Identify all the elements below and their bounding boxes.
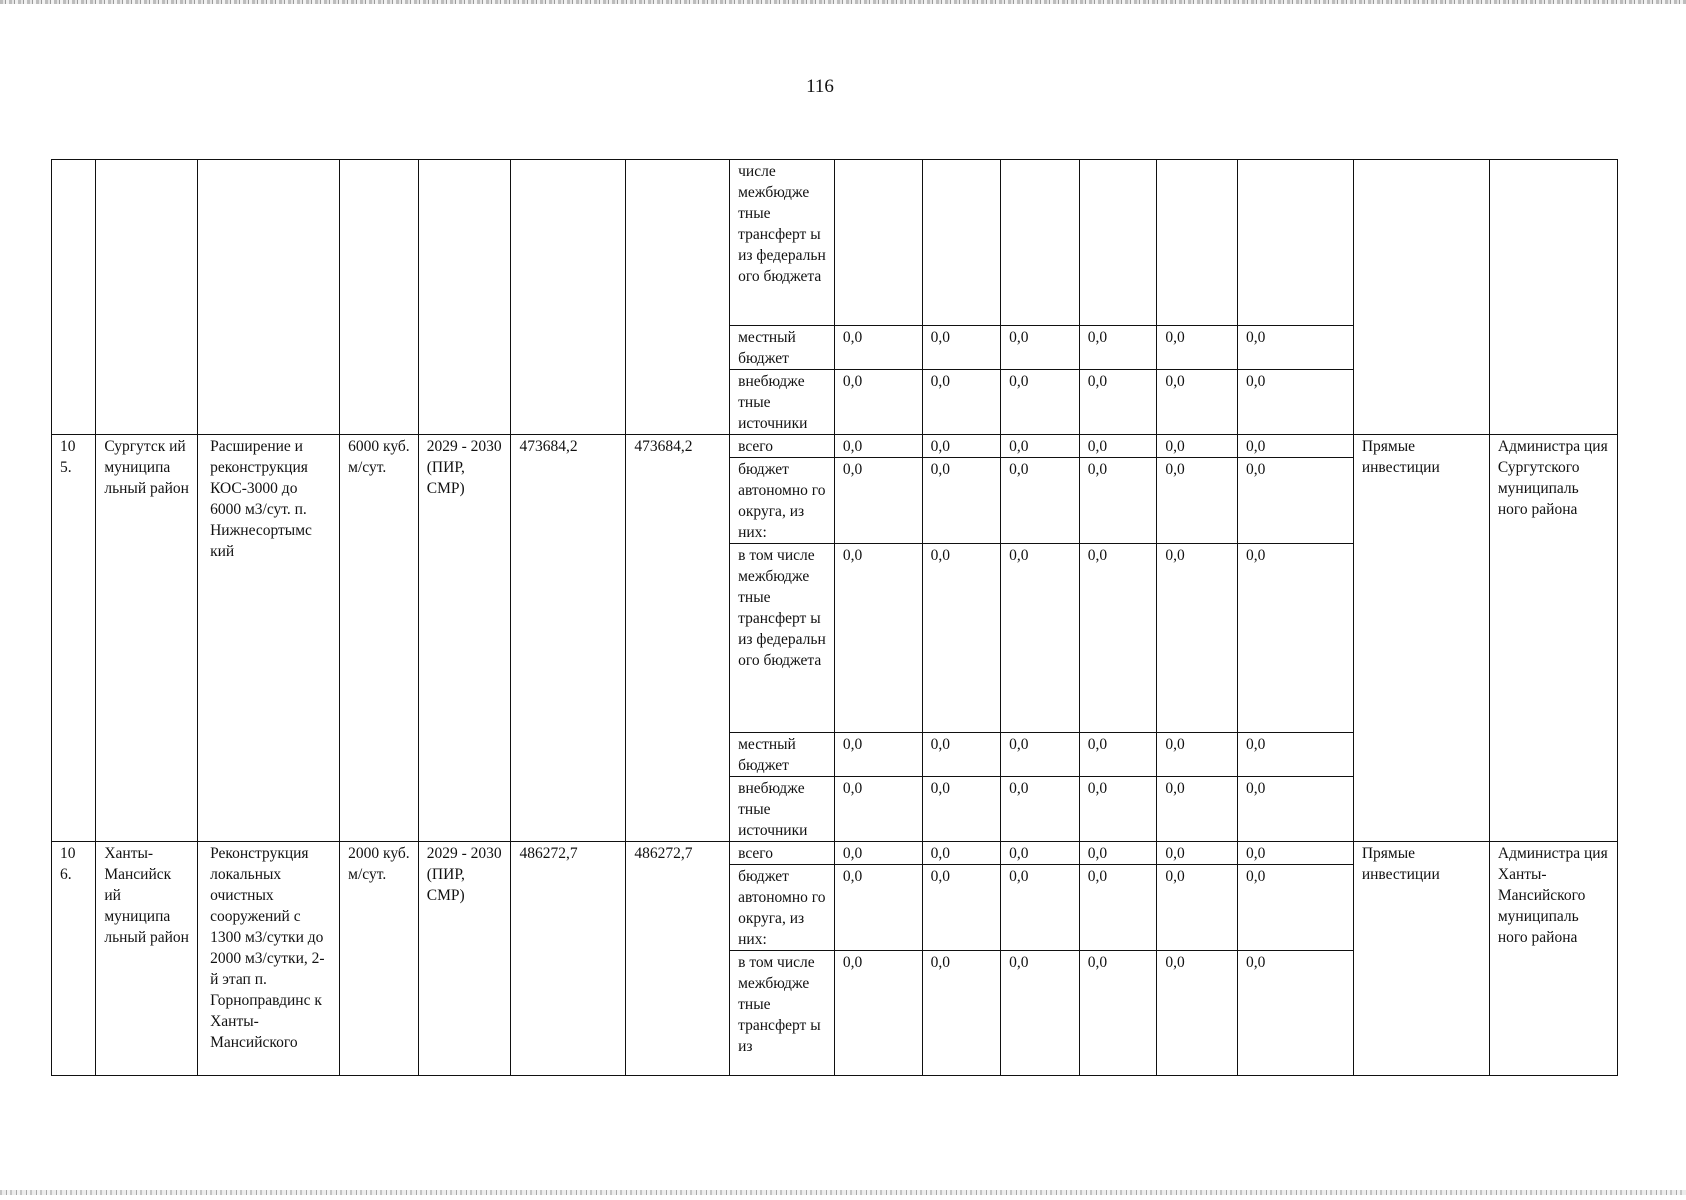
- mechanism-cell: Прямые инвестиции: [1353, 435, 1489, 842]
- value-cell: 0,0: [1157, 865, 1238, 951]
- funding-source-label: внебюдже тные источники: [730, 777, 835, 842]
- value-cell: 0,0: [1001, 370, 1080, 435]
- value-cell: 0,0: [1157, 777, 1238, 842]
- value-cell: 0,0: [1237, 777, 1353, 842]
- value-cell: 0,0: [1237, 326, 1353, 370]
- mechanism-cell: Прямые инвестиции: [1353, 842, 1489, 1076]
- funding-source-label: бюджет автономно го округа, из них:: [730, 865, 835, 951]
- municipality-cell: Сургутск ий муниципа льный район: [96, 435, 198, 842]
- value-cell: 0,0: [1157, 733, 1238, 777]
- value-cell: [1157, 160, 1238, 326]
- responsible-cell: Администра ция Сургутского муниципаль ного района: [1489, 435, 1617, 842]
- value-cell: 0,0: [834, 435, 922, 458]
- funding-source-label: внебюдже тные источники: [730, 370, 835, 435]
- funding-source-label: числе межбюдже тные трансферт ы из федеральн ого бюджета: [730, 160, 835, 326]
- table-row: [52, 160, 1618, 326]
- value-cell: 0,0: [1157, 951, 1238, 1076]
- table-row: [52, 435, 1618, 458]
- mechanism-cell: [1353, 160, 1489, 435]
- value-cell: 0,0: [1237, 951, 1353, 1076]
- value-cell: 0,0: [1237, 544, 1353, 733]
- value-cell: 0,0: [1001, 865, 1080, 951]
- value-cell: [1237, 160, 1353, 326]
- value-cell: 0,0: [1001, 777, 1080, 842]
- period-cell: [418, 160, 511, 435]
- responsible-cell: Администра ция Ханты- Мансийского муниципаль ного района: [1489, 842, 1617, 1076]
- value-cell: 0,0: [1237, 435, 1353, 458]
- municipality-cell: [96, 160, 198, 435]
- value-cell: 0,0: [922, 777, 1001, 842]
- value-cell: [1079, 160, 1157, 326]
- capacity-cell: 6000 куб. м/сут.: [340, 435, 419, 842]
- value-cell: 0,0: [1001, 435, 1080, 458]
- value-cell: 0,0: [1001, 733, 1080, 777]
- value-cell: 0,0: [1237, 865, 1353, 951]
- cost-total-cell: [511, 160, 626, 435]
- value-cell: 0,0: [922, 951, 1001, 1076]
- value-cell: 0,0: [922, 842, 1001, 865]
- scan-edge-top: [0, 0, 1686, 4]
- value-cell: 0,0: [1079, 370, 1157, 435]
- value-cell: 0,0: [834, 777, 922, 842]
- value-cell: 0,0: [1079, 435, 1157, 458]
- value-cell: 0,0: [1079, 865, 1157, 951]
- value-cell: 0,0: [1001, 842, 1080, 865]
- value-cell: 0,0: [1237, 733, 1353, 777]
- value-cell: 0,0: [834, 326, 922, 370]
- value-cell: 0,0: [834, 458, 922, 544]
- scan-edge-bottom: [0, 1190, 1686, 1195]
- value-cell: 0,0: [1157, 370, 1238, 435]
- value-cell: 0,0: [1237, 370, 1353, 435]
- value-cell: 0,0: [1079, 842, 1157, 865]
- row-num-cell: [52, 160, 96, 435]
- cost-remaining-cell: [626, 160, 730, 435]
- value-cell: 0,0: [1237, 458, 1353, 544]
- value-cell: 0,0: [1079, 544, 1157, 733]
- value-cell: 0,0: [1001, 951, 1080, 1076]
- value-cell: 0,0: [922, 865, 1001, 951]
- funding-source-label: местный бюджет: [730, 733, 835, 777]
- value-cell: 0,0: [1001, 544, 1080, 733]
- value-cell: [1001, 160, 1080, 326]
- value-cell: 0,0: [1157, 842, 1238, 865]
- value-cell: 0,0: [834, 733, 922, 777]
- value-cell: 0,0: [922, 458, 1001, 544]
- investment-table: [51, 159, 1618, 1076]
- funding-source-label: в том числе межбюдже тные трансферт ы из федеральн ого бюджета: [730, 544, 835, 733]
- funding-source-label: бюджет автономно го округа, из них:: [730, 458, 835, 544]
- cost-total-cell: 473684,2: [511, 435, 626, 842]
- value-cell: 0,0: [1237, 842, 1353, 865]
- cost-remaining-cell: 486272,7: [626, 842, 730, 1076]
- period-cell: 2029 - 2030 (ПИР, СМР): [418, 842, 511, 1076]
- funding-source-label: всего: [730, 435, 835, 458]
- row-num-cell: 10 6.: [52, 842, 96, 1076]
- page-number: 116: [806, 76, 834, 97]
- value-cell: 0,0: [922, 544, 1001, 733]
- value-cell: 0,0: [1079, 951, 1157, 1076]
- value-cell: 0,0: [1079, 733, 1157, 777]
- value-cell: 0,0: [1079, 777, 1157, 842]
- cost-total-cell: 486272,7: [511, 842, 626, 1076]
- value-cell: 0,0: [1001, 458, 1080, 544]
- value-cell: 0,0: [922, 435, 1001, 458]
- value-cell: 0,0: [1157, 544, 1238, 733]
- funding-source-label: всего: [730, 842, 835, 865]
- funding-source-label: в том числе межбюдже тные трансферт ы из: [730, 951, 835, 1076]
- value-cell: 0,0: [834, 842, 922, 865]
- value-cell: [834, 160, 922, 326]
- value-cell: 0,0: [1157, 458, 1238, 544]
- capacity-cell: 2000 куб. м/сут.: [340, 842, 419, 1076]
- value-cell: 0,0: [1157, 326, 1238, 370]
- responsible-cell: [1489, 160, 1617, 435]
- value-cell: 0,0: [1157, 435, 1238, 458]
- value-cell: 0,0: [834, 544, 922, 733]
- value-cell: 0,0: [834, 865, 922, 951]
- value-cell: 0,0: [1079, 458, 1157, 544]
- object-cell: [198, 160, 340, 435]
- capacity-cell: [340, 160, 419, 435]
- table-row: [52, 842, 1618, 865]
- period-cell: 2029 - 2030 (ПИР, СМР): [418, 435, 511, 842]
- row-num-cell: 10 5.: [52, 435, 96, 842]
- municipality-cell: Ханты- Мансийск ий муниципа льный район: [96, 842, 198, 1076]
- value-cell: 0,0: [922, 733, 1001, 777]
- cost-remaining-cell: 473684,2: [626, 435, 730, 842]
- value-cell: 0,0: [1079, 326, 1157, 370]
- object-cell: Реконструкция локальных очистных сооружений с 1300 м3/сутки до 2000 м3/сутки, 2-й этап п. Горноправдинс к Ханты- Мансийского: [198, 842, 340, 1076]
- value-cell: 0,0: [1001, 326, 1080, 370]
- value-cell: 0,0: [922, 326, 1001, 370]
- value-cell: 0,0: [922, 370, 1001, 435]
- value-cell: 0,0: [834, 370, 922, 435]
- funding-source-label: местный бюджет: [730, 326, 835, 370]
- value-cell: [922, 160, 1001, 326]
- value-cell: 0,0: [834, 951, 922, 1076]
- object-cell: Расширение и реконструкция КОС-3000 до 6000 м3/сут. п. Нижнесортымс кий: [198, 435, 340, 842]
